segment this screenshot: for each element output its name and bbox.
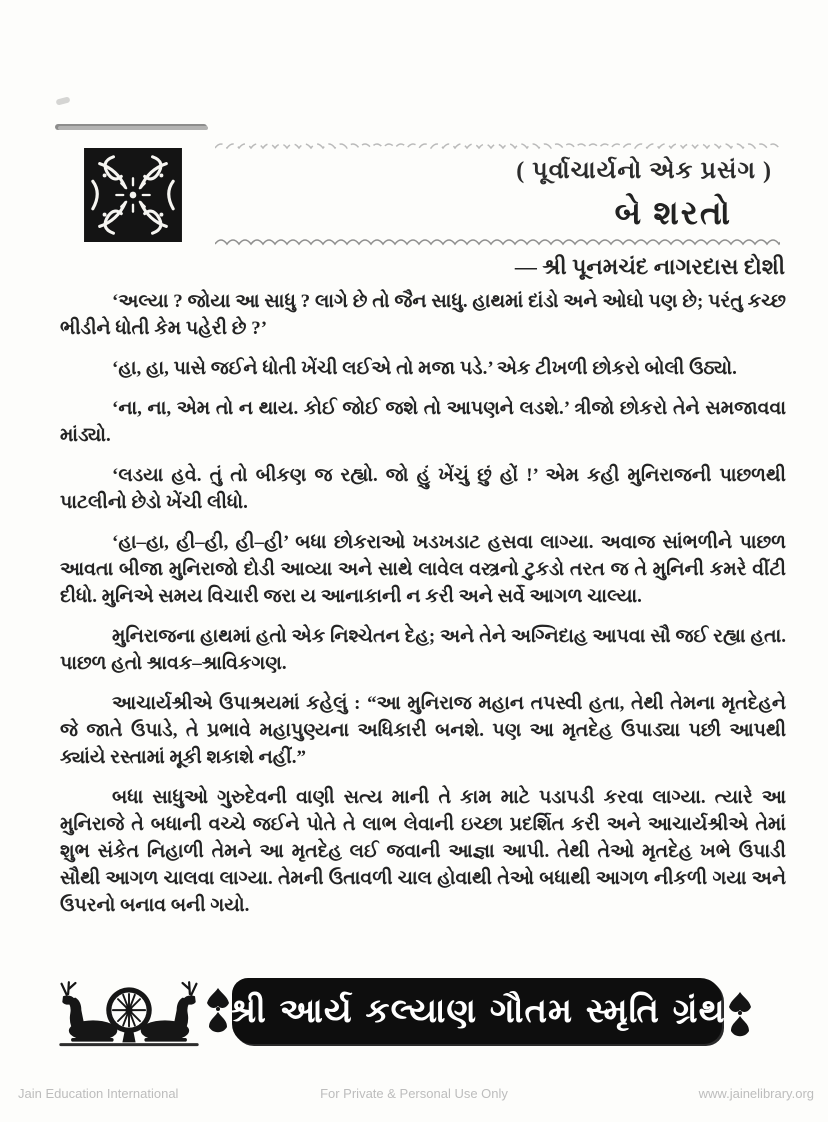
paragraph-7: આચાર્યશ્રીએ ઉપાશ્રયમાં કહેલું : “આ મુનિરાજ મહાન તપસ્વી હતા, તેથી તેમના મૃતદેહને જે જાતે ઉપાડે, તે પ્રભાવે મહાપુણ્યના અધિકારી બનશે. પણ આ મૃતદેહ ઉપાડ્યા પછી આપથી ક્યાંયે રસ્તામાં મૂકી શકાશે નહીં.” (60, 693, 786, 768)
scan-artifact-streak (58, 126, 208, 130)
article-subtitle: ( પૂર્વાચાર્યનો એક પ્રસંગ ) (516, 158, 772, 184)
scan-footer (0, 1086, 828, 1106)
paragraph-6: મુનિરાજના હાથમાં હતો એક નિશ્ચેતન દેહ; અને તેને અગ્નિદાહ આપવા સૌ જઈ રહ્યા હતા. પાછળ હતો શ્રાવક–શ્રાવિકગણ. (60, 626, 786, 674)
paragraph-2: ‘હા, હા, પાસે જઈને ધોતી ખેંચી લઈએ તો મજા પડે.’ એક ટીખળી છોકરો બોલી ઉઠ્યો. (112, 358, 737, 379)
paragraph-4: ‘લડયા હવે. તું તો બીકણ જ રહ્યો. જો હું ખેંચું છું હોં !’ એમ કહી મુનિરાજની પાછળથી પાટલીનો છેડો ખેંચી લીધો. (60, 465, 786, 513)
footer-center-text: For Private & Personal Use Only (320, 1086, 508, 1101)
paragraph-1: ‘અલ્યા ? જોયા આ સાધુ ? લાગે છે તો જૈન સાધુ. હાથમાં દાંડો અને ઓઘો પણ છે; પરંતુ કચ્છ ભીડીને ધોતી કેમ પહેરી છે ?’ (60, 291, 786, 339)
wavy-rule-top-icon (215, 142, 780, 152)
wavy-rule-bottom-icon (215, 238, 780, 248)
footer-left-text: Jain Education International (18, 1086, 179, 1101)
author-byline: — શ્રી પૂનમચંદ નાગરદાસ દોશી (514, 254, 785, 279)
article-title: બે શરતો (614, 196, 732, 232)
floral-flourish-left-icon (205, 986, 231, 1036)
article-body (60, 288, 786, 932)
floral-flourish-right-icon (727, 990, 753, 1040)
book-title-banner (228, 978, 726, 1044)
footer-right-link: www.jainelibrary.org (698, 1086, 814, 1101)
paragraph-8: બધા સાધુઓ ગુરુદેવની વાણી સત્ય માની તે કામ માટે પડાપડી કરવા લાગ્યા. ત્યારે આ મુનિરાજે તે બધાની વચ્ચે જઈને પોતે તે લાભ લેવાની ઇચ્છા પ્રદર્શિત કરી અને આચાર્યશ્રીએ તેમાં શુભ સંકેત નિહાળી તેમને આ મૃતદેહ લઈ જવાની આજ્ઞા આપી. તેથી તેઓ મૃતદેહ ખભે ઉપાડી સૌથી આગળ ચાલવા લાગ્યા. તેમની ઉતાવળી ચાલ હોવાથી તેઓ બધાથી આગળ નીકળી ગયા અને ઉપરનો બનાવ બની ગયો. (60, 787, 786, 916)
deer-dharma-wheel-emblem-icon (52, 972, 206, 1060)
paragraph-5: ‘હા–હા, હી–હી, હી–હી’ બધા છોકરાઓ ખડખડાટ હસવા લાગ્યા. અવાજ સાંભળીને પાછળ આવતા બીજા મુનિરાજો દોડી આવ્યા અને સાથે લાવેલ વસ્ત્રનો ટુકડો તરત જ તે મુનિની કમરે વીંટી દીધો. મુનિએ સમય વિચારી જરા ય આનાકાની ન કરી અને સર્વે આગળ ચાલ્યા. (60, 532, 786, 607)
paragraph-3: ‘ના, ના, એમ તો ન થાય. કોઈ જોઈ જશે તો આપણને લડશે.’ ત્રીજો છોકરો તેને સમજાવવા માંડ્યો. (60, 398, 786, 446)
floral-square-ornament-icon (84, 148, 182, 242)
book-title-banner-text: શ્રી આર્ય કલ્યાણ ગૌતમ સ્મૃતિ ગ્રંથ (228, 991, 726, 1031)
scan-artifact-mark (55, 96, 70, 105)
